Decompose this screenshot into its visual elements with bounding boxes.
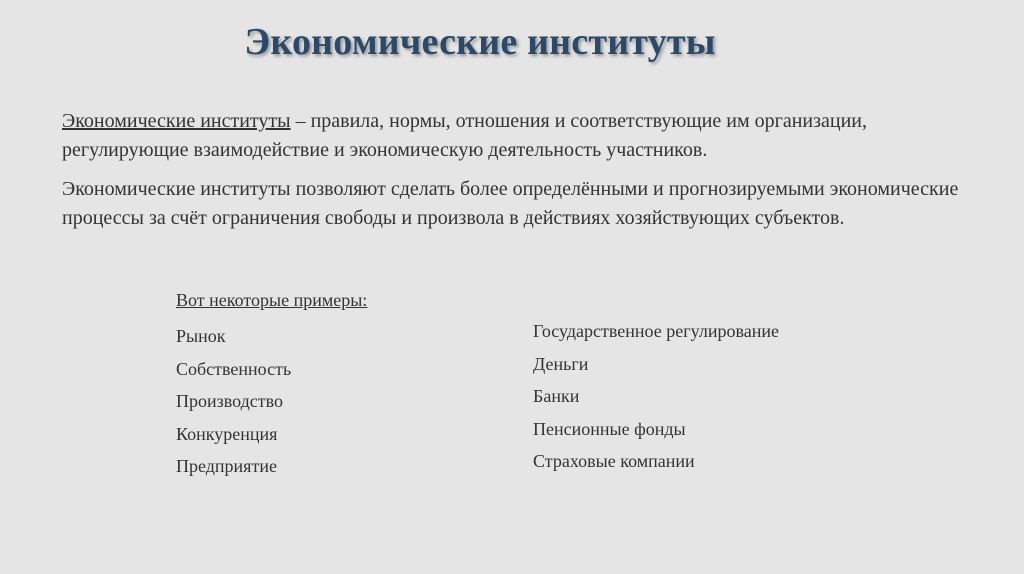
example-item: Предприятие xyxy=(176,456,277,476)
explanation-paragraph: Экономические институты позволяют сделать более определёнными и прогнозируемыми экономические процессы за счёт ограничения свободы и произвола в действиях хозяйствующих субъектов. xyxy=(62,178,959,229)
example-item: Конкуренция xyxy=(176,423,278,444)
defined-term: Экономические институты xyxy=(62,110,291,132)
examples-left-column xyxy=(176,322,291,485)
example-item: Деньги xyxy=(533,353,589,374)
example-item: Государственное регулирование xyxy=(533,321,779,341)
examples-heading: Вот некоторые примеры: xyxy=(176,290,368,310)
example-item: Производство xyxy=(176,391,283,411)
definition-paragraph xyxy=(62,107,962,165)
example-item: Страховые компании xyxy=(533,451,695,471)
example-item: Пенсионные фонды xyxy=(533,418,686,439)
slide-title: Экономические институты xyxy=(244,21,716,63)
definition-body: – правила, нормы, отношения и соответствующие им организации, регулирующие взаимодействие и экономическую деятельность участников. xyxy=(62,110,867,161)
definition-text xyxy=(62,107,962,243)
examples-right-column xyxy=(533,317,779,480)
example-item: Собственность xyxy=(176,358,292,379)
example-item: Рынок xyxy=(176,326,226,346)
example-item: Банки xyxy=(533,386,580,406)
